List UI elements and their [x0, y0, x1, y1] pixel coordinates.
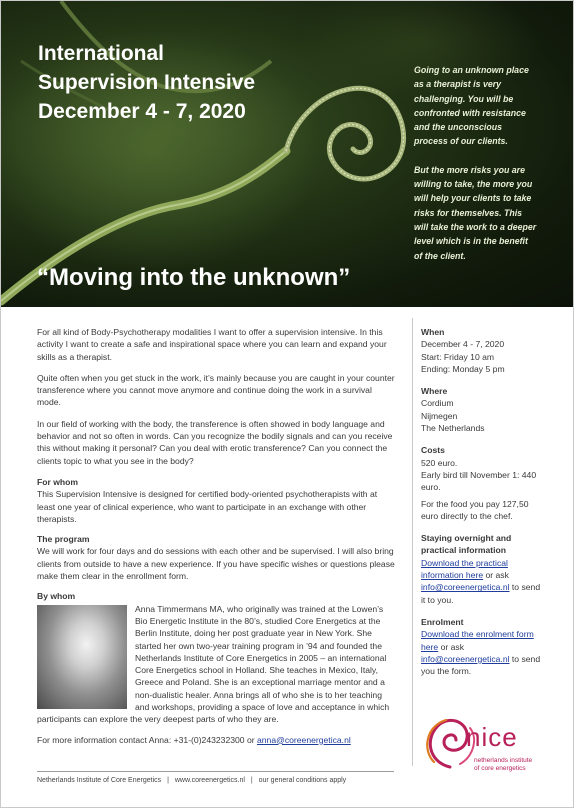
title-line-3: December 4 - 7, 2020: [38, 100, 246, 123]
page-title: [38, 39, 378, 126]
costs-early-bird: Early bird till November 1: 440 euro.: [421, 469, 537, 493]
column-divider: [412, 318, 413, 766]
title-line-2: Supervision Intensive: [38, 71, 256, 94]
footer: [37, 777, 350, 784]
where-heading: Where: [421, 386, 448, 397]
when-line: Start: Friday 10 am: [421, 351, 495, 362]
contact-email-link[interactable]: anna@coreenergetica.nl: [256, 734, 351, 745]
by-whom-section: [37, 590, 397, 725]
hero-banner: [1, 1, 573, 307]
overnight-suffix: to send it to you.: [421, 582, 541, 605]
intro-paragraph: In our field of working with the body, the transference is often showed in body language and behavior and not so often in words. Can you recognize the bodily signals and can you receive this without making it personal? Can you deal with erotic transference? Can you connect the clients topic to what you see in the body?: [37, 418, 393, 466]
overnight-text: [421, 557, 543, 606]
intro-paragraph: For all kind of Body-Psychotherapy modalities I want to offer a supervision intensive. In this activity I want to create a safe and inspirational space where you can learn and expand your skills as a therapist.: [37, 327, 387, 362]
logo-wordmark: nice: [466, 722, 518, 752]
enrolment-mid: or ask: [438, 641, 464, 652]
hero-quote: “Moving into the unknown”: [37, 264, 351, 291]
program-text: We will work for four days and do sessions with each other and be supervised. I will also bring clients from outside to have a new experience. If you have specific wishes or questions please make them clear in the enrollment form.: [37, 546, 395, 582]
logo-subtitle: [474, 757, 532, 773]
overnight-email-link[interactable]: info@coreenergetica.nl: [421, 582, 510, 593]
hero-side-paragraph: But the more risks you are willing to take, the more you will help your clients to take risks for themselves. This will take the work to a deeper level which is in the benefit of the client.: [414, 164, 537, 261]
intro-paragraph: Quite often when you get stuck in the work, it’s mainly because you are caught in your counter transference where you cannot move anymore and continue doing the work in a survival mode.: [37, 372, 395, 408]
where-line: Cordium: [421, 398, 454, 409]
footer-separator: |: [250, 777, 253, 784]
program-heading: The program: [37, 534, 90, 545]
for-whom-heading: For whom: [37, 476, 79, 487]
for-whom-section: [37, 476, 397, 525]
where-line: Nijmegen: [421, 410, 458, 421]
portrait-photo: [37, 605, 127, 709]
when-line: Ending: Monday 5 pm: [421, 363, 505, 374]
footer-divider: [37, 771, 394, 772]
enrolment-form-link[interactable]: Download the enrolment form here: [421, 629, 534, 652]
footer-org: Netherlands Institute of Core Energetics: [37, 777, 162, 784]
contact-line: [37, 734, 397, 746]
overnight-heading: Staying overnight and practical information: [421, 533, 512, 556]
nice-logo: [420, 710, 550, 776]
hero-side-paragraph: Going to an unknown place as a therapist is very challenging. You will be confronted with resistance and the unconscious process of our clients.: [414, 65, 529, 147]
enrolment-email-link[interactable]: info@coreenergetica.nl: [421, 653, 510, 664]
footer-website: www.coreenergetics.nl: [174, 777, 245, 784]
for-whom-text: This Supervision Intensive is designed for certified body-oriented psychotherapists with at least one year of clinical experience, who want to participate in an exchange with other therapists.: [37, 489, 378, 524]
enrolment-suffix: to send you the form.: [421, 653, 541, 677]
bio-text: [37, 603, 397, 726]
title-line-1: International: [38, 42, 165, 65]
costs-heading: Costs: [421, 445, 445, 456]
costs-food: For the food you pay 127,50 euro directly to the chef.: [421, 498, 529, 521]
logo-subtitle-line: of core energetics: [474, 765, 526, 772]
footer-conditions: our general conditions apply: [258, 777, 347, 784]
enrolment-heading: Enrolment: [421, 616, 464, 627]
by-whom-heading: By whom: [37, 591, 76, 602]
when-line: December 4 - 7, 2020: [421, 339, 505, 350]
info-sidebar: [421, 326, 543, 677]
contact-text: For more information contact Anna: +31-(0)243232300 or: [37, 734, 257, 745]
enrolment-text: [421, 628, 543, 677]
overnight-mid: or ask: [483, 570, 509, 581]
hero-side-text: [414, 63, 538, 277]
costs-price: 520 euro.: [421, 457, 458, 468]
program-section: [37, 533, 397, 582]
practical-info-link[interactable]: Download the practical information here: [421, 557, 508, 581]
footer-separator: |: [167, 777, 169, 784]
main-column: [37, 326, 397, 746]
logo-subtitle-line: netherlands institute: [474, 757, 533, 764]
bio-paragraph: Anna Timmermans MA, who originally was trained at the Lowen’s Bio Energetic Institute in the 80’s, studied Core Energetics at the Berlin Institute, doing her post graduate year in New York. She started her own two-year training program in ’94 and founded the Netherlands Institute of Core Energetics in 2005 – an international Core Energetics school in Holland. She teaches in Mexico, Italy, Greece and Poland. She is an exceptional marriage mentor and a non-dualistic healer. Anna brings all of who she is to her teaching and workshops, providing a space of love and acceptance in which participants can explore the very deepest parts of who they are.: [37, 603, 390, 725]
when-heading: When: [421, 327, 445, 337]
where-line: The Netherlands: [421, 423, 485, 434]
